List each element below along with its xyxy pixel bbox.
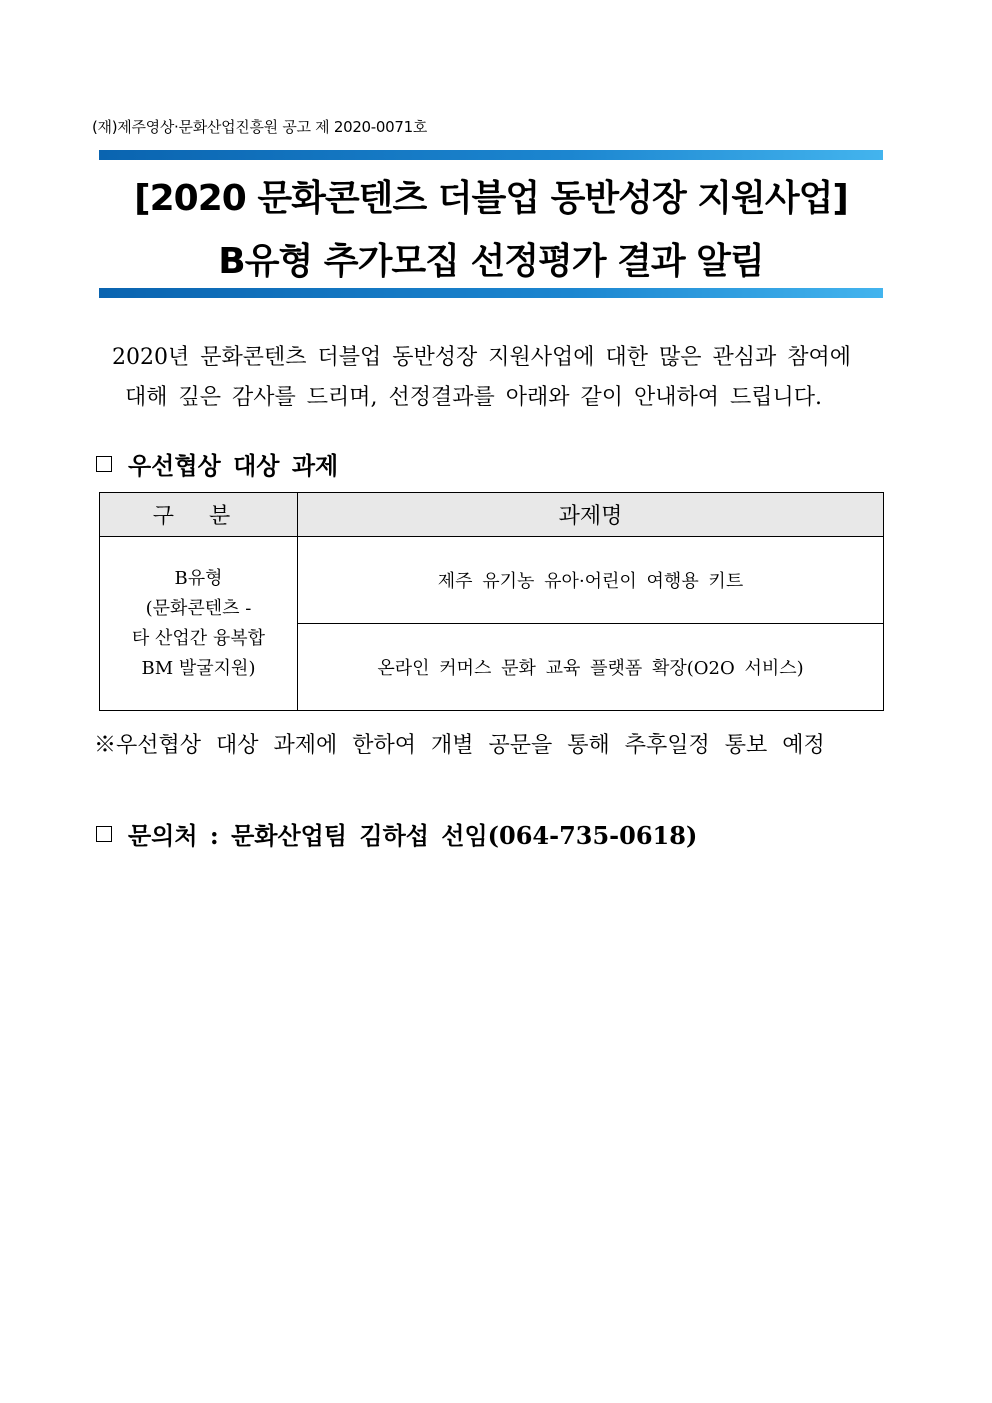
table-row [100, 537, 884, 624]
header-category: 구 분 [100, 493, 298, 537]
category-line: B유형 [174, 567, 223, 589]
category-cell [100, 537, 298, 711]
header-task-name: 과제명 [298, 493, 884, 537]
section-heading-label: 우선협상 대상 과제 [128, 451, 339, 480]
title-bar-bottom [99, 288, 883, 298]
section-heading-contact [96, 816, 697, 851]
table-header-row [100, 493, 884, 537]
intro-line2: 대해 깊은 감사를 드리며, 선정결과를 아래와 같이 안내하여 드립니다. [125, 385, 822, 410]
category-line: BM 발굴지원) [141, 657, 256, 679]
contact-label: 문의처 : 문화산업팀 김하섭 선임(064-735-0618) [128, 821, 698, 850]
footnote: ※우선협상 대상 과제에 한하여 개별 공문을 통해 추후일정 통보 예정 [94, 733, 825, 758]
title-bar-top [99, 150, 883, 160]
checkbox-icon [96, 826, 112, 842]
intro-line1: 2020년 문화콘텐츠 더블업 동반성장 지원사업에 대한 많은 관심과 참여에 [112, 345, 851, 370]
category-line: (문화콘텐츠 - [145, 597, 252, 619]
category-line: 타 산업간 융복합 [131, 627, 266, 649]
section-heading-priority-tasks [96, 446, 338, 481]
checkbox-icon [96, 456, 112, 472]
notice-number: (재)제주영상·문화산업진흥원 공고 제 2020-0071호 [92, 118, 428, 136]
document-title-line1: [2020 문화콘텐츠 더블업 동반성장 지원사업] [134, 178, 848, 219]
document-title-line2: B유형 추가모집 선정평가 결과 알림 [218, 241, 764, 282]
task-cell: 제주 유기농 유아·어린이 여행용 키트 [298, 537, 884, 624]
priority-tasks-table [99, 492, 884, 711]
task-cell: 온라인 커머스 문화 교육 플랫폼 확장(O2O 서비스) [298, 624, 884, 711]
